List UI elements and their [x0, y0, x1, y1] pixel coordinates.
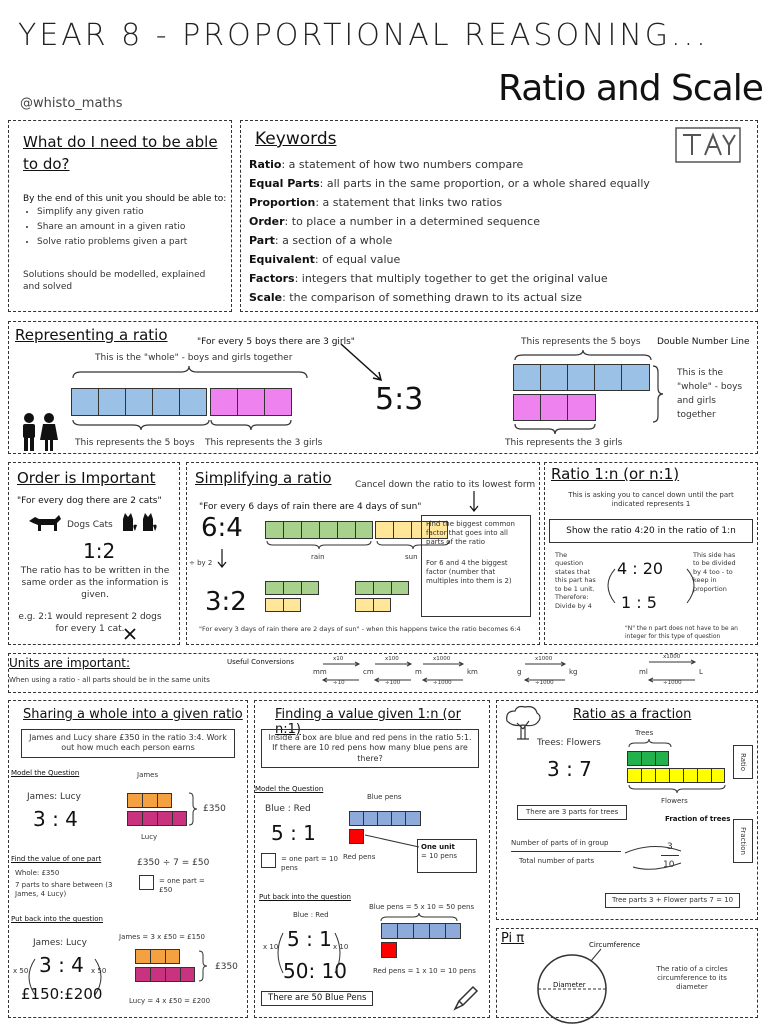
sharing-calc: £350 ÷ 7 = £50: [137, 858, 210, 868]
finding-blue-red: Blue : Red: [265, 804, 311, 814]
label-d1000: ÷1000: [433, 680, 452, 686]
keywords-section: [240, 120, 758, 312]
red-pens-bar: [349, 829, 364, 844]
boys-label: This represents the 5 boys: [75, 438, 195, 448]
rain-bar-half-1: [265, 581, 319, 595]
units-text: When using a ratio - all parts should be in the same units: [9, 676, 210, 684]
total-brace-icon: [189, 791, 201, 829]
keyword-item: Equivalent: of equal value: [249, 253, 401, 266]
unit-cm: cm: [363, 668, 374, 676]
unit-kg: kg: [569, 668, 578, 676]
sun-label: sun: [405, 553, 418, 561]
keyword-item: Part: a section of a whole: [249, 234, 393, 247]
unit-l: L: [699, 668, 703, 676]
bar-model-girls: [513, 394, 597, 421]
pointer-line-icon: [363, 833, 423, 853]
label-x1000-vol: x1000: [663, 654, 681, 660]
one-unit-label: One unit: [421, 843, 455, 851]
label-x1000: x1000: [433, 656, 451, 662]
ratio1n-section: [544, 462, 758, 645]
finding-blue-red-2: Blue : Red: [293, 911, 329, 919]
one-part-square: [261, 853, 276, 868]
parts-for-trees: There are 3 parts for trees: [517, 805, 627, 820]
fraction-ratio: 3 : 7: [547, 757, 592, 781]
ratio1n-task: Show the ratio 4:20 in the ratio of 1:n: [549, 519, 753, 543]
fraction-d: 10: [663, 860, 675, 870]
fraction-section: [496, 700, 758, 920]
find-one-part-label: Find the value of one part: [11, 855, 102, 863]
order-labels: Dogs Cats: [67, 520, 113, 530]
ratio-1-5: 1 : 5: [621, 593, 657, 612]
divide-arc-icon: [601, 565, 701, 609]
circumference-label: Circumference: [589, 941, 641, 949]
label-x100: x100: [385, 656, 399, 662]
finding-ratio-2a: 5 : 1: [287, 927, 332, 951]
representing-quote: "For every 5 boys there are 3 girls": [197, 337, 355, 347]
blue-pens-label: Blue pens: [367, 793, 402, 801]
order-text: The ratio has to be written in the same order as the information is given.: [20, 566, 170, 601]
lucy-calc: Lucy = 4 x £50 = £200: [129, 997, 211, 1005]
james-bar-2: [135, 949, 180, 964]
fraction-of-trees: Fraction of trees: [665, 815, 731, 823]
logo-icon: [675, 127, 741, 163]
ratio-5-3: 5:3: [375, 382, 424, 417]
sun-bar-half-1: [265, 598, 301, 612]
finding-one-part: = one part = 10 pens: [281, 855, 338, 873]
unit-ml: ml: [639, 668, 648, 676]
label-d100: ÷100: [385, 680, 401, 686]
blue-pens-bar: [349, 811, 421, 826]
ratio-1-2: 1:2: [83, 539, 116, 563]
keyword-list: [249, 155, 650, 307]
finding-put-back-label: Put back into the question: [259, 893, 351, 901]
pi-title: Pi π: [501, 931, 525, 946]
double-number-line-label: Double Number Line: [657, 337, 750, 347]
lucy-bar: [127, 811, 187, 826]
need-title: What do I need to be able to do?: [23, 133, 218, 173]
sun-bar-half-2: [355, 598, 391, 612]
sharing-one-part: = one part = £50: [159, 877, 205, 895]
tree-icon: [503, 705, 543, 741]
rain-label: rain: [311, 553, 325, 561]
sharing-title: Sharing a whole into a given ratio: [23, 707, 243, 722]
units-section: [8, 653, 758, 693]
unit-m: m: [415, 668, 422, 676]
bar-model-boys: [513, 364, 651, 391]
ratio1n-left-note: The question states that this part has to be 1 unit. Therefore: Divide by 4: [555, 551, 596, 610]
need-intro: By the end of this unit you should be able to:: [23, 194, 227, 204]
right-whole-label: This is the "whole" - boys and girls together: [677, 368, 743, 420]
order-example: e.g. 2:1 would represent 2 dogs for every 1 cat.: [18, 612, 162, 635]
ratio-6-4: 6:4: [201, 513, 243, 543]
fraction-n: 3: [667, 842, 673, 852]
put-back-label: Put back into the question: [11, 915, 103, 923]
pi-text: The ratio of a circles circumference to its diameter: [656, 965, 728, 992]
trees-flowers-label: Trees: Flowers: [537, 738, 601, 748]
down-arrow-icon: [469, 491, 479, 513]
ratio-side-label: Ratio: [733, 745, 753, 779]
pi-section: [496, 928, 758, 1018]
sharing-model-label: Model the Question: [11, 769, 80, 777]
red-pens-bar-2: [381, 942, 397, 958]
finding-section: [254, 700, 490, 1018]
simplify-title: Simplifying a ratio: [195, 469, 332, 487]
page-subtitle: Ratio and Scale: [498, 68, 763, 109]
fraction-bar-line: [511, 851, 621, 852]
right-boys-label: This represents the 5 boys: [521, 337, 641, 347]
down-arrow-icon: [217, 549, 227, 569]
right-girls-label: This represents the 3 girls: [505, 438, 623, 448]
pencil-icon: [451, 983, 481, 1013]
unit-g: g: [517, 668, 522, 676]
whole-brace-icon: [71, 366, 311, 380]
unit-km: km: [467, 668, 478, 676]
need-section: [8, 120, 232, 312]
order-section: [8, 462, 180, 645]
sharing-result: £150:£200: [21, 985, 103, 1003]
sharing-whole: Whole: £350: [15, 869, 60, 877]
page-title: YEAR 8 - PROPORTIONAL REASONING...: [18, 18, 709, 53]
factor-box-text-1: Find the biggest common factor that goes into all parts of the ratio: [426, 520, 515, 547]
need-bullets: [23, 205, 187, 250]
one-unit-box: [417, 839, 477, 873]
ratio1n-intro: This is asking you to cancel down until the part indicated represents 1: [568, 491, 734, 509]
cross-icon: [123, 627, 137, 641]
representing-section: [8, 321, 758, 454]
simplify-quote: "For every 6 days of rain there are 4 days of sun": [199, 502, 422, 512]
james-bar: [127, 793, 172, 808]
ratio1n-n-note: "N" the n part does not have to be an integer for this type of question: [625, 625, 738, 640]
blue-calc: Blue pens = 5 x 10 = 50 pens: [369, 903, 475, 911]
arrow-icon: [339, 342, 389, 386]
sharing-section: [8, 700, 248, 1018]
keyword-item: Ratio: a statement of how two numbers compare: [249, 158, 524, 171]
units-title: Units are important:: [9, 656, 131, 670]
sharing-total-2: £350: [215, 962, 238, 972]
representing-title: Representing a ratio: [15, 326, 168, 344]
sharing-parts: 7 parts to share between (3 James, 4 Lucy): [15, 881, 113, 899]
right-whole-brace-icon: [653, 364, 665, 424]
fraction-title: Ratio as a fraction: [573, 707, 692, 722]
trees-brace-icon: [627, 739, 673, 749]
list-item: • Simplify any given ratio: [37, 205, 187, 220]
factor-box-text-2: For 6 and 4 the biggest factor (number that multiples into them is 2): [426, 559, 512, 586]
flowers-bar: [627, 768, 725, 783]
factor-box: [421, 515, 531, 617]
girls-brace-icon: [209, 420, 295, 432]
need-footer: Solutions should be modelled, explained and solved: [23, 270, 206, 293]
finding-ratio-2b: 50: 10: [283, 959, 347, 983]
fraction-denominator-label: Total number of parts: [519, 857, 595, 865]
unit-mm: mm: [313, 668, 327, 676]
keywords-title: Keywords: [255, 129, 337, 149]
people-icon: [17, 412, 61, 452]
right-boys-brace-icon: [513, 350, 653, 362]
conversion-arrows-icon: [9, 654, 759, 694]
label-x1000-mass: x1000: [535, 656, 553, 662]
dog-icon: [27, 513, 63, 533]
diameter-label: Diameter: [553, 981, 586, 989]
finding-question: Inside a box are blue and red pens in the ratio 5:1. If there are 10 red pens how many blue pens are there?: [261, 729, 479, 768]
label-d1000-vol: ÷1000: [663, 680, 682, 686]
sharing-ratio: 3 : 4: [33, 807, 78, 831]
sharing-james-label: James: [137, 771, 159, 779]
james-calc: James = 3 x £50 = £150: [119, 933, 205, 941]
keyword-item: Equal Parts: all parts in the same proportion, or a whole shared equally: [249, 177, 650, 190]
sharing-ratio-2: 3 : 4: [39, 953, 84, 977]
ratio1n-title: Ratio 1:n (or n:1): [551, 465, 680, 483]
sharing-james-lucy: James: Lucy: [27, 792, 81, 802]
cat-icon: [119, 509, 161, 533]
label-d1000-mass: ÷1000: [535, 680, 554, 686]
label-x10: x10: [333, 656, 344, 662]
x50-left: x 50: [13, 967, 29, 975]
ratio1n-right-note: This side has to be divided by 4 too - to keep in proportion: [693, 551, 736, 593]
useful-conversions-label: Useful Conversions: [227, 658, 295, 666]
fraction-side-label: Fraction: [733, 819, 753, 863]
label-d10: ÷10: [333, 680, 345, 686]
total-brace-2-icon: [199, 949, 211, 985]
red-calc: Red pens = 1 x 10 = 10 pens: [373, 967, 476, 975]
list-item: • Share an amount in a given ratio: [37, 220, 187, 235]
keyword-item: Order: to place a number in a determined sequence: [249, 215, 540, 228]
ratio-4-20: 4 : 20: [617, 559, 664, 578]
sharing-question: James and Lucy share £350 in the ratio 3:4. Work out how much each person earns: [21, 729, 235, 758]
ratio-3-2: 3:2: [205, 587, 247, 617]
whole-label: This is the "whole" - boys and girls together: [95, 353, 293, 363]
simplify-footer: "For every 3 days of rain there are 2 days of sun" - when this happens twice the ratio becomes 6:4: [199, 625, 521, 633]
fraction-sum: Tree parts 3 + Flower parts 7 = 10: [605, 893, 740, 908]
trees-bar: [627, 751, 669, 766]
blue-brace-icon: [379, 913, 459, 923]
girls-label: This represents the 3 girls: [205, 438, 323, 448]
simplifying-section: [186, 462, 540, 645]
rain-bar-half-2: [355, 581, 409, 595]
sun-bar: [351, 521, 423, 539]
sharing-lucy-label: Lucy: [141, 833, 158, 841]
fraction-numerator-label: Number of parts of in group: [511, 839, 609, 847]
twitter-handle: @whisto_maths: [20, 96, 123, 111]
keyword-item: Proportion: a statement that links two ratios: [249, 196, 503, 209]
x10-right: x 10: [333, 943, 349, 951]
x50-right: x 50: [91, 967, 107, 975]
finding-model-label: Model the Question: [255, 785, 324, 793]
trees-label: Trees: [635, 729, 654, 737]
keyword-item: Factors: integers that multiply together to get the original value: [249, 272, 608, 285]
order-title: Order is Important: [17, 469, 156, 487]
bar-model-boys-girls: [71, 388, 293, 416]
finding-answer: There are 50 Blue Pens: [261, 991, 373, 1006]
flowers-label: Flowers: [661, 797, 688, 805]
lucy-bar-2: [135, 967, 195, 982]
blue-pens-bar-2: [381, 923, 461, 939]
divide-by-2: ÷ by 2: [189, 559, 213, 567]
simplify-note: Cancel down the ratio to its lowest form: [355, 480, 536, 490]
rain-brace-icon: [265, 541, 375, 551]
sharing-total: £350: [203, 804, 226, 814]
fraction-bar-line-2: [661, 855, 679, 856]
order-quote: "For every dog there are 2 cats": [17, 496, 162, 506]
multiply-arc-2-icon: [275, 929, 345, 979]
x10-left: x 10: [263, 943, 279, 951]
one-part-square: [139, 875, 154, 890]
finding-title: Finding a value given 1:n (or n:1): [275, 707, 461, 737]
ten-pens-label: = 10 pens: [421, 852, 458, 861]
red-pens-label: Red pens: [343, 853, 376, 861]
sharing-james-lucy-2: James: Lucy: [33, 938, 87, 948]
keyword-item: Scale: the comparison of something drawn to its actual size: [249, 291, 582, 304]
boys-brace-icon: [71, 420, 213, 432]
right-girls-brace-icon: [513, 424, 599, 436]
list-item: • Solve ratio problems given a part: [37, 235, 187, 250]
finding-ratio: 5 : 1: [271, 821, 316, 845]
flowers-brace-icon: [627, 785, 727, 795]
